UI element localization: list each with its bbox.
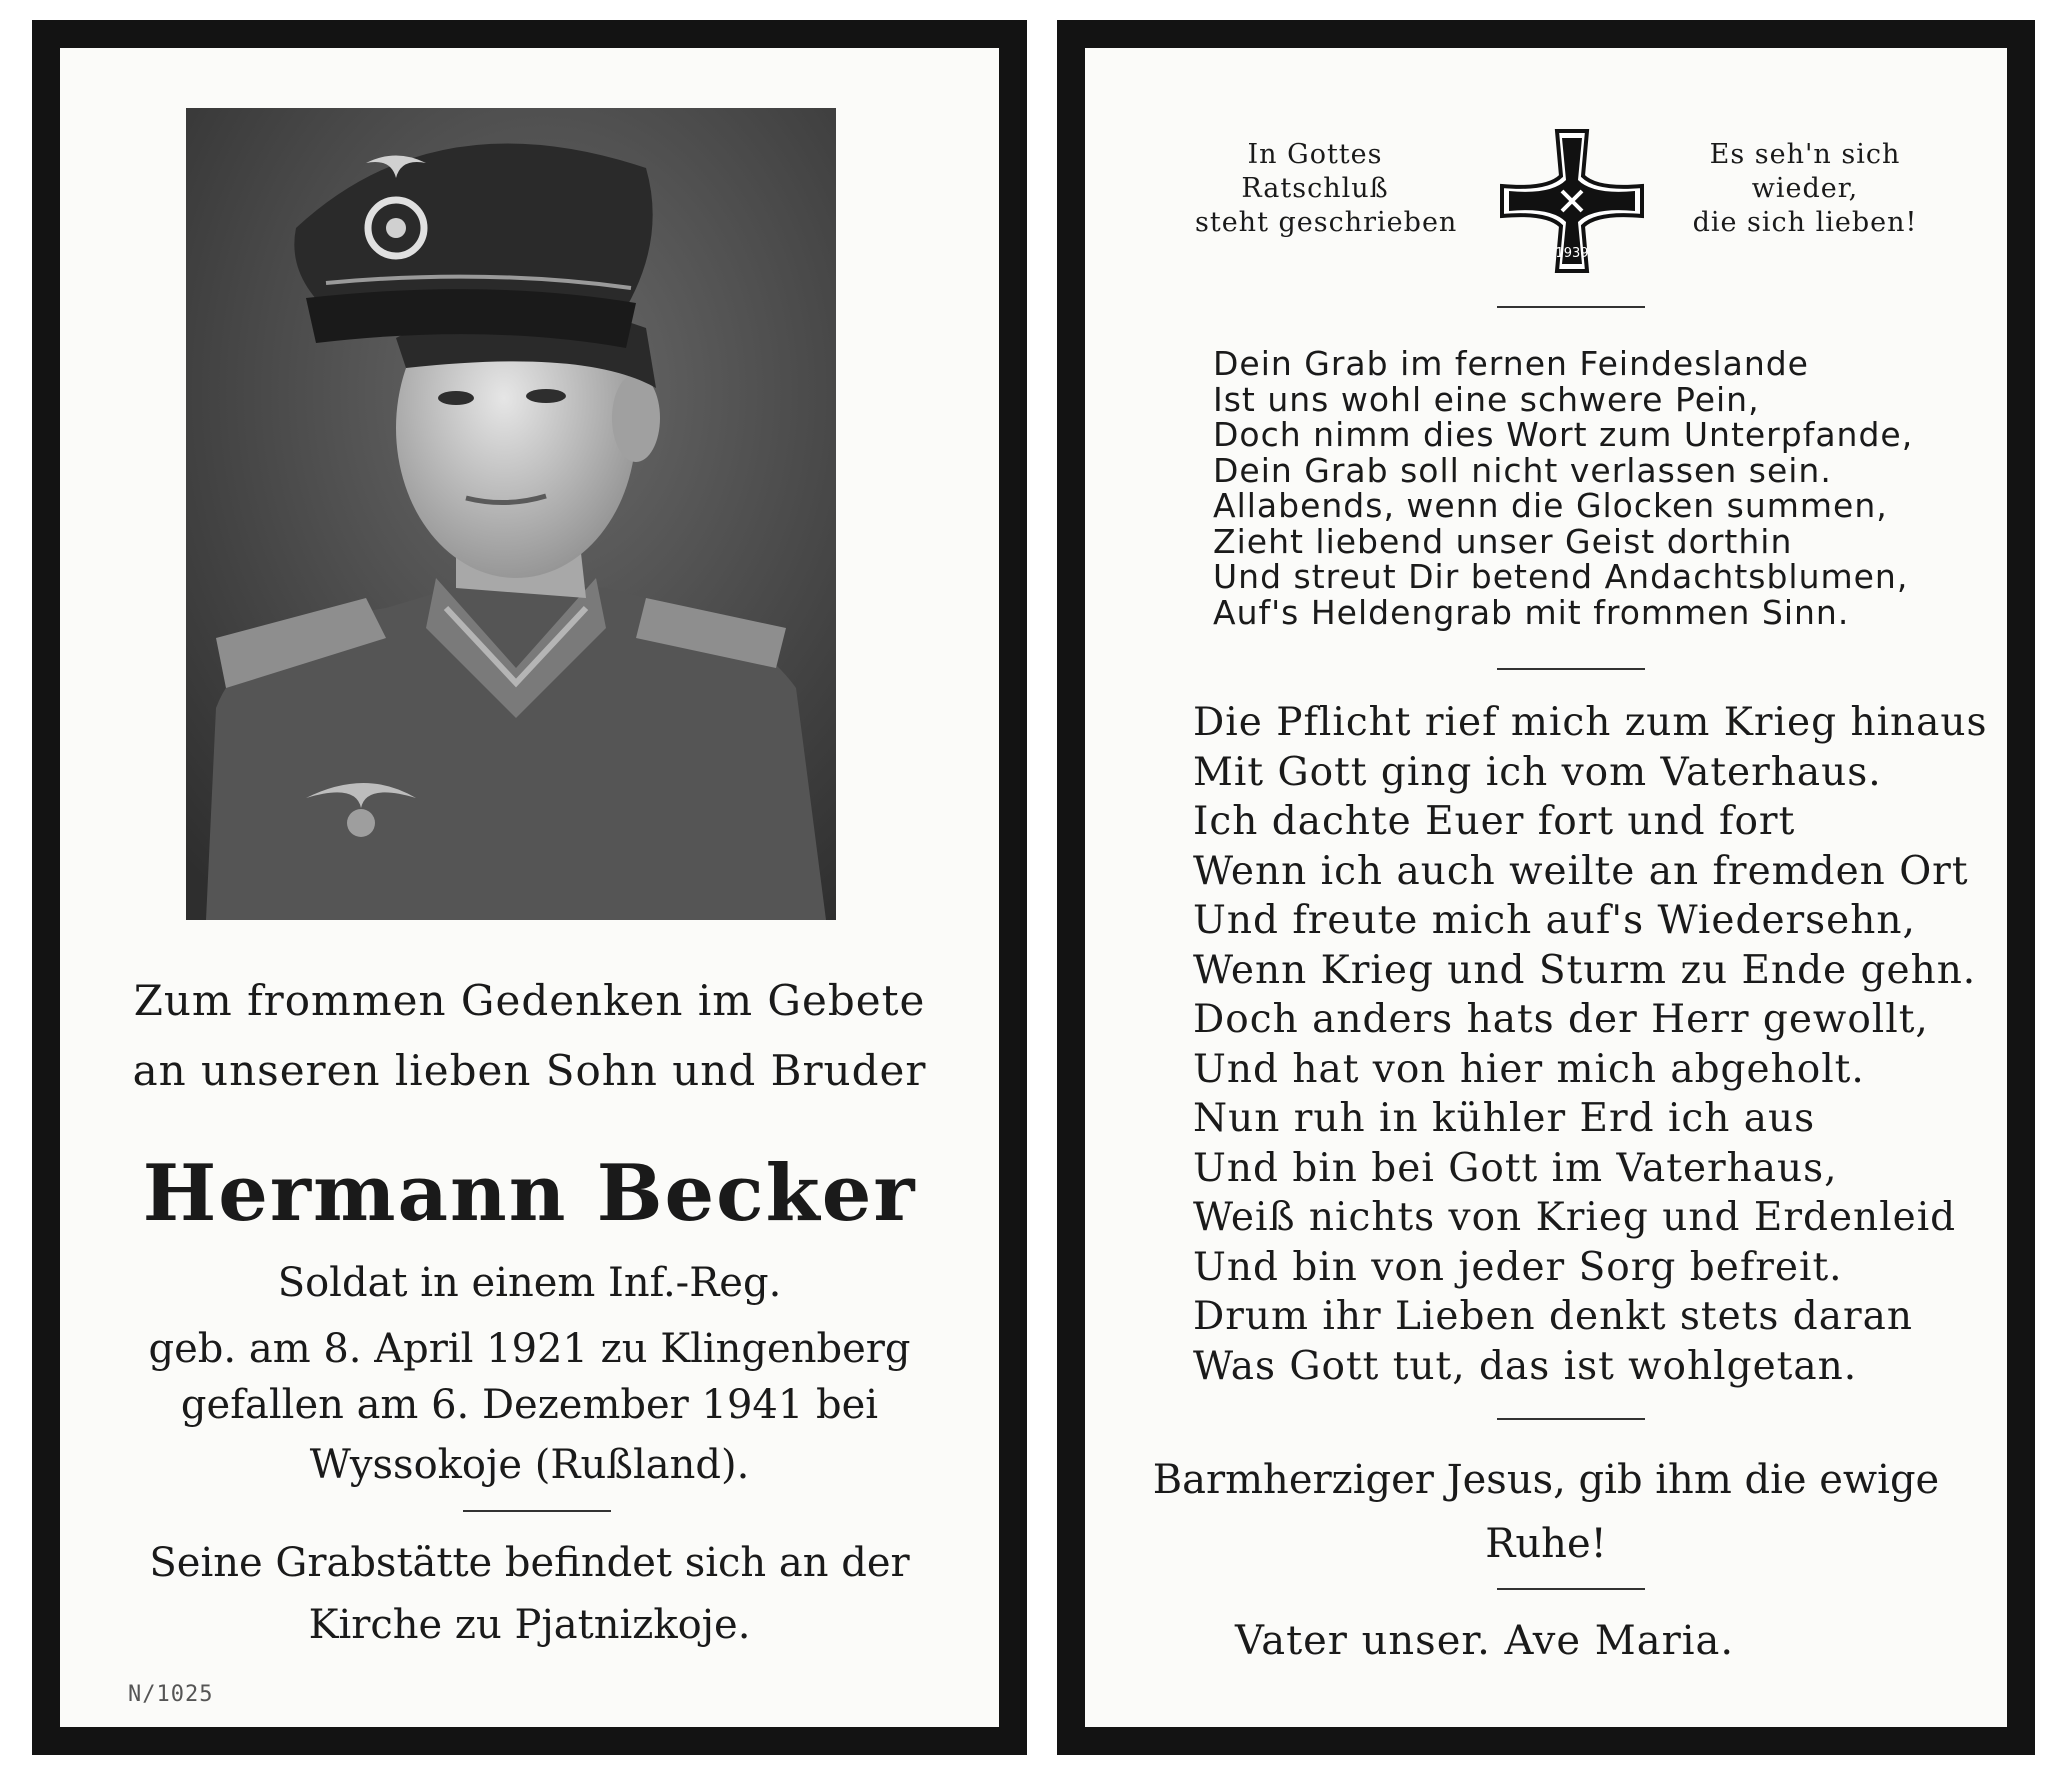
motto-right [1685, 138, 1925, 240]
poem-line: Doch nimm dies Wort zum Unterpfande, [1213, 415, 1914, 454]
motto-line: In Gottes [1247, 139, 1383, 170]
poem-line: Nun ruh in kühler Erd ich aus [1193, 1096, 1816, 1141]
poem-line: Mit Gott ging ich vom Vaterhaus. [1193, 749, 1882, 795]
poem-line: Wenn ich auch weilte an fremden Ort [1193, 848, 1969, 894]
divider [1497, 306, 1645, 308]
motto-line: Es seh'n sich [1709, 139, 1901, 170]
poem-line: Doch anders hats der Herr gewollt, [1193, 997, 1929, 1042]
poem-line: Allabends, wenn die Glocken summen, [1213, 486, 1888, 525]
deceased-name: Hermann Becker [142, 1148, 917, 1239]
death-place: Wyssokoje (Rußland). [309, 1442, 750, 1488]
poem-line: Ich dachte Euer fort und fort [1193, 799, 1796, 844]
grave-line: Kirche zu Pjatnizkoje. [308, 1602, 751, 1648]
poem-line: Und hat von hier mich abgeholt. [1193, 1046, 1865, 1092]
divider [1497, 668, 1645, 670]
closing-prayer: Vater unser. Ave Maria. [1235, 1618, 1735, 1664]
prayer-text [1085, 1448, 2007, 1576]
poem-line: Und bin bei Gott im Vaterhaus, [1193, 1145, 1838, 1191]
poem-line: Ist uns wohl eine schwere Pein, [1213, 379, 1760, 419]
poem-line: Was Gott tut, das ist wohlgetan. [1193, 1343, 1858, 1389]
military-rank: Soldat in einem Inf.-Reg. [277, 1260, 782, 1306]
divider [1497, 1418, 1645, 1420]
card-right-paper [1085, 48, 2007, 1727]
motto-line: die sich lieben! [1692, 207, 1918, 238]
poem-verse-2 [1193, 698, 1993, 1391]
motto-line: Ratschluß [1241, 173, 1389, 204]
memorial-card-right [1057, 20, 2035, 1755]
poem-line: Drum ihr Lieben denkt stets daran [1193, 1294, 1913, 1339]
motto-left [1195, 138, 1458, 240]
dedication-text [60, 966, 999, 1106]
divider [1497, 1588, 1645, 1590]
divider [463, 1510, 611, 1512]
memorial-card-left [32, 20, 1027, 1755]
dedication-line: Zum frommen Gedenken im Gebete [133, 976, 926, 1025]
cross-year: 1939 [1555, 246, 1589, 261]
soldier-portrait-photo [186, 108, 836, 920]
motto-line: wieder, [1751, 173, 1859, 204]
poem-line: Und streut Dir betend Andachtsblumen, [1213, 557, 1909, 596]
poem-line: Wenn Krieg und Sturm zu Ende gehn. [1193, 947, 1977, 993]
grave-line: Seine Grabstätte befindet sich an der [149, 1540, 910, 1586]
poem-line: Weiß nichts von Krieg und Erdenleid [1193, 1195, 1957, 1240]
print-code: N/1025 [128, 1682, 214, 1707]
dedication-line: an unseren lieben Sohn und Bruder [132, 1046, 927, 1095]
poem-line: Und bin von jeder Sorg befreit. [1193, 1244, 1843, 1290]
motto-line: steht geschrieben [1195, 207, 1458, 238]
poem-verse-1 [1213, 346, 1993, 630]
poem-line: Dein Grab soll nicht verlassen sein. [1213, 450, 1832, 490]
poem-line: Auf's Heldengrab mit frommen Sinn. [1213, 592, 1850, 632]
poem-line: Die Pflicht rief mich zum Krieg hinaus [1193, 700, 1988, 745]
portrait-illustration [186, 108, 836, 920]
birth-info: geb. am 8. April 1921 zu Klingenberg [148, 1326, 911, 1372]
prayer-line: Barmherziger Jesus, gib ihm die ewige [1152, 1457, 1940, 1503]
death-info: gefallen am 6. Dezember 1941 bei [180, 1382, 879, 1428]
poem-line: Dein Grab im fernen Feindeslande [1213, 344, 1809, 383]
grave-location [60, 1532, 999, 1656]
poem-line: Und freute mich auf's Wiedersehn, [1193, 898, 1916, 943]
card-left-paper [60, 48, 999, 1727]
poem-line: Zieht liebend unser Geist dorthin [1213, 521, 1793, 561]
iron-cross-icon [1497, 126, 1647, 276]
prayer-line: Ruhe! [1485, 1521, 1607, 1567]
